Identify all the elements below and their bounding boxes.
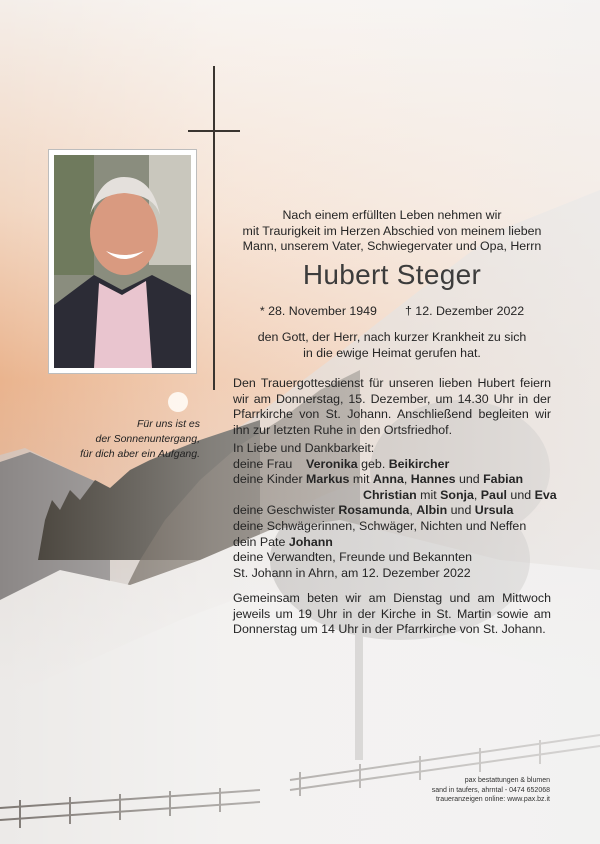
- quote-line-2: der Sonnenuntergang,: [95, 433, 200, 445]
- portrait-frame: [49, 150, 196, 373]
- funeral-service-text: Den Trauergottesdienst für unseren lieben Hubert feiern wir am Donnerstag, 15. Dezember, um 14.30 Uhr in der Pfarrkirche von St. Johann. Anschließend begleiten wir ihn zur letzten Ruhe in den Ortsfriedhof.: [233, 376, 551, 437]
- family-heading: In Liebe und Dankbarkeit:: [233, 441, 375, 455]
- life-dates: [233, 304, 551, 320]
- intro-line-3: Mann, unserem Vater, Schwiegervater und Opa, Herrn: [242, 239, 542, 254]
- cause-line-1: den Gott, der Herr, nach kurzer Krankheit zu sich: [257, 330, 527, 344]
- cause-line-2: in die ewige Heimat gerufen hat.: [303, 345, 481, 360]
- intro-line-1: Nach einem erfüllten Leben nehmen wir: [282, 208, 502, 222]
- family-inlaws: deine Schwägerinnen, Schwäger, Nichten und Neffen: [233, 518, 527, 533]
- place-date: St. Johann in Ahrn, am 12. Dezember 2022: [233, 566, 471, 580]
- undertaker-footer: [380, 776, 550, 805]
- prayer-text: Gemeinsam beten wir am Dienstag und am Mittwoch jeweils um 19 Uhr in der Kirche in St. Martin sowie am Donnerstag um 14 Uhr in der Pfarrkirche von St. Johann.: [233, 591, 551, 637]
- family-siblings: deine Geschwister Rosamunda, Albin und Ursula: [233, 503, 514, 518]
- footer-line-3: traueranzeigen online: www.pax.bz.it: [435, 796, 550, 803]
- family-wife: deine Frau Veronika geb. Beikircher: [233, 456, 450, 471]
- cross-vertical: [213, 66, 215, 390]
- portrait-photo: [54, 155, 191, 368]
- quote-line-1: Für uns ist es: [136, 418, 200, 430]
- footer-line-2: sand in taufers, ahrntal - 0474 652068: [431, 786, 550, 794]
- footer-line-1: pax bestattungen & blumen: [464, 777, 550, 784]
- cause-text: [233, 330, 551, 361]
- family-children-2: Christian mit Sonja, Paul und Eva: [363, 487, 557, 502]
- family-children-1: deine Kinder Markus mit Anna, Hannes und Fabian: [233, 472, 524, 487]
- intro-line-2: mit Traurigkeit im Herzen Abschied von meinem lieben: [242, 223, 542, 238]
- intro-text: [233, 208, 551, 255]
- cross-horizontal: [188, 130, 240, 132]
- birth-date: * 28. November 1949: [259, 304, 377, 318]
- death-date: † 12. Dezember 2022: [404, 304, 525, 318]
- family-list: [233, 441, 557, 566]
- deceased-name: Hubert Steger: [302, 259, 482, 290]
- memorial-quote: [30, 417, 200, 462]
- family-relatives: deine Verwandten, Freunde und Bekannten: [233, 550, 473, 565]
- quote-line-3: für dich aber ein Aufgang.: [80, 448, 200, 460]
- family-godchild: dein Pate Johann: [233, 534, 333, 549]
